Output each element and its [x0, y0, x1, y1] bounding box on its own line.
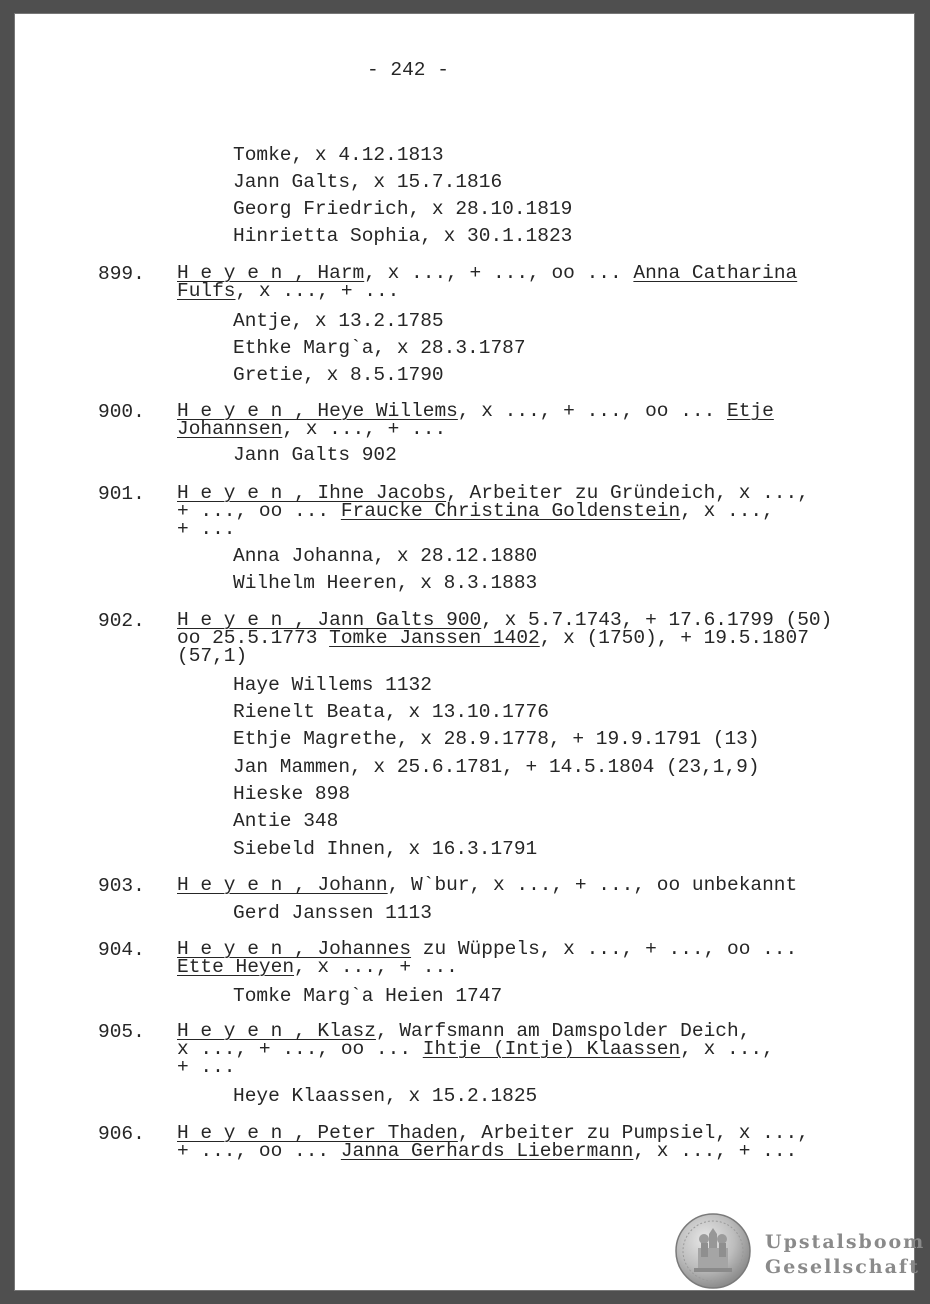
- underlined-name: Johannsen: [177, 418, 283, 440]
- underlined-name: Ihtje (Intje) Klaassen: [422, 1038, 681, 1060]
- child-line: Tomke, x 4.12.1813: [233, 144, 444, 166]
- page-number: - 242 -: [367, 59, 449, 81]
- underlined-name: H e y e n , Johann: [177, 874, 388, 896]
- entry-number: 905.: [98, 1021, 145, 1043]
- entry-text: + ..., oo ...: [177, 500, 341, 522]
- entry-number: 906.: [98, 1123, 145, 1145]
- child-line: Gretie, x 8.5.1790: [233, 364, 444, 386]
- entry-text: , x ..., + ...: [235, 280, 400, 302]
- underlined-name: Fulfs: [177, 280, 236, 302]
- brand-line-1: Upstalsboom: [765, 1231, 926, 1253]
- child-line: Antje, x 13.2.1785: [233, 310, 444, 332]
- entry-number: 902.: [98, 610, 145, 632]
- underlined-name: H e y e n , Johannes: [177, 938, 412, 960]
- entry-heading-line: [177, 420, 774, 438]
- entry-heading: [177, 1124, 809, 1160]
- entry-heading: [177, 876, 797, 894]
- entry-text: , x (1750), + 19.5.1807: [539, 627, 809, 649]
- entry-heading-line: [177, 876, 797, 894]
- entry-text: , x 5.7.1743, + 17.6.1799 (50): [481, 609, 833, 631]
- entry-heading: [177, 484, 809, 538]
- underlined-name: Anna Catharina: [633, 262, 798, 284]
- document-page: [15, 14, 926, 1290]
- entry-heading-line: [177, 958, 797, 976]
- society-seal-logo: [674, 1212, 752, 1290]
- entry-number: 900.: [98, 401, 145, 423]
- underlined-name: H e y e n , Peter Thaden: [177, 1122, 458, 1144]
- brand-line-2: Gesellschaft: [765, 1256, 920, 1278]
- entry-text: , x ...,: [680, 1038, 774, 1060]
- entry-heading: [177, 402, 774, 438]
- entry-heading-line: [177, 647, 832, 665]
- child-line: Tomke Marg`a Heien 1747: [233, 985, 503, 1007]
- entry-text: , W`bur, x ..., + ..., oo unbekannt: [387, 874, 798, 896]
- entry-text: , x ..., + ..., oo ...: [364, 262, 634, 284]
- entry-text: + ...: [177, 518, 236, 540]
- entry-heading-line: [177, 1142, 809, 1160]
- child-line: Ethje Magrethe, x 28.9.1778, + 19.9.1791 (13): [233, 728, 760, 750]
- entry-text: , Warfsmann am Damspolder Deich,: [375, 1020, 751, 1042]
- entry-text: , x ..., + ...: [282, 418, 447, 440]
- child-line: Georg Friedrich, x 28.10.1819: [233, 198, 573, 220]
- entry-heading-line: [177, 520, 809, 538]
- child-line: Wilhelm Heeren, x 8.3.1883: [233, 572, 538, 594]
- child-line: Jan Mammen, x 25.6.1781, + 14.5.1804 (23,1,9): [233, 756, 760, 778]
- child-line: Hieske 898: [233, 783, 351, 805]
- entry-heading-line: [177, 282, 797, 300]
- underlined-name: H e y e n , Harm: [177, 262, 365, 284]
- entry-heading: [177, 940, 797, 976]
- underlined-name: Tomke Janssen 1402: [329, 627, 540, 649]
- entry-text: , x ...,: [680, 500, 774, 522]
- child-line: Jann Galts, x 15.7.1816: [233, 171, 503, 193]
- entry-text: , x ..., + ..., oo ...: [457, 400, 728, 422]
- child-line: Hinrietta Sophia, x 30.1.1823: [233, 225, 573, 247]
- child-line: Siebeld Ihnen, x 16.3.1791: [233, 838, 538, 860]
- entry-heading: [177, 611, 832, 665]
- entry-heading-line: [177, 1058, 774, 1076]
- underlined-name: Etje: [727, 400, 774, 422]
- entry-heading: [177, 1022, 774, 1076]
- entry-text: zu Wüppels, x ..., + ..., oo ...: [411, 938, 798, 960]
- child-line: Heye Klaassen, x 15.2.1825: [233, 1085, 538, 1107]
- child-line: Ethke Marg`a, x 28.3.1787: [233, 337, 526, 359]
- underlined-name: Fraucke Christina Goldenstein: [340, 500, 681, 522]
- child-line: Anna Johanna, x 28.12.1880: [233, 545, 538, 567]
- entry-heading: [177, 264, 797, 300]
- entry-heading-line: [177, 629, 832, 647]
- child-line: Haye Willems 1132: [233, 674, 432, 696]
- entry-text: , x ..., + ...: [294, 956, 458, 978]
- entry-number: 899.: [98, 263, 145, 285]
- entry-text: (57,1): [177, 645, 248, 667]
- entry-text: oo 25.5.1773: [177, 627, 330, 649]
- entry-number: 903.: [98, 875, 145, 897]
- entry-heading-line: [177, 502, 809, 520]
- entry-number: 904.: [98, 939, 145, 961]
- underlined-name: H e y e n , Heye Willems: [177, 400, 458, 422]
- child-line: Antie 348: [233, 810, 339, 832]
- society-brand: [765, 1230, 925, 1280]
- entry-text: , x ..., + ...: [633, 1140, 798, 1162]
- underlined-name: Ette Heyen: [177, 956, 295, 978]
- child-line: Jann Galts 902: [233, 444, 397, 466]
- entry-text: + ...: [177, 1056, 236, 1078]
- entry-heading-line: [177, 1040, 774, 1058]
- underlined-name: H e y e n , Klasz: [177, 1020, 376, 1042]
- child-line: Gerd Janssen 1113: [233, 902, 432, 924]
- entry-number: 901.: [98, 483, 145, 505]
- child-line: Rienelt Beata, x 13.10.1776: [233, 701, 549, 723]
- entry-text: , Arbeiter zu Gründeich, x ...,: [446, 482, 809, 504]
- entry-text: + ..., oo ...: [177, 1140, 341, 1162]
- underlined-name: H e y e n , Ihne Jacobs: [177, 482, 447, 504]
- entry-text: x ..., + ..., oo ...: [177, 1038, 423, 1060]
- underlined-name: H e y e n , Jann Galts 900: [177, 609, 482, 631]
- entry-text: , Arbeiter zu Pumpsiel, x ...,: [457, 1122, 809, 1144]
- underlined-name: Janna Gerhards Liebermann: [340, 1140, 634, 1162]
